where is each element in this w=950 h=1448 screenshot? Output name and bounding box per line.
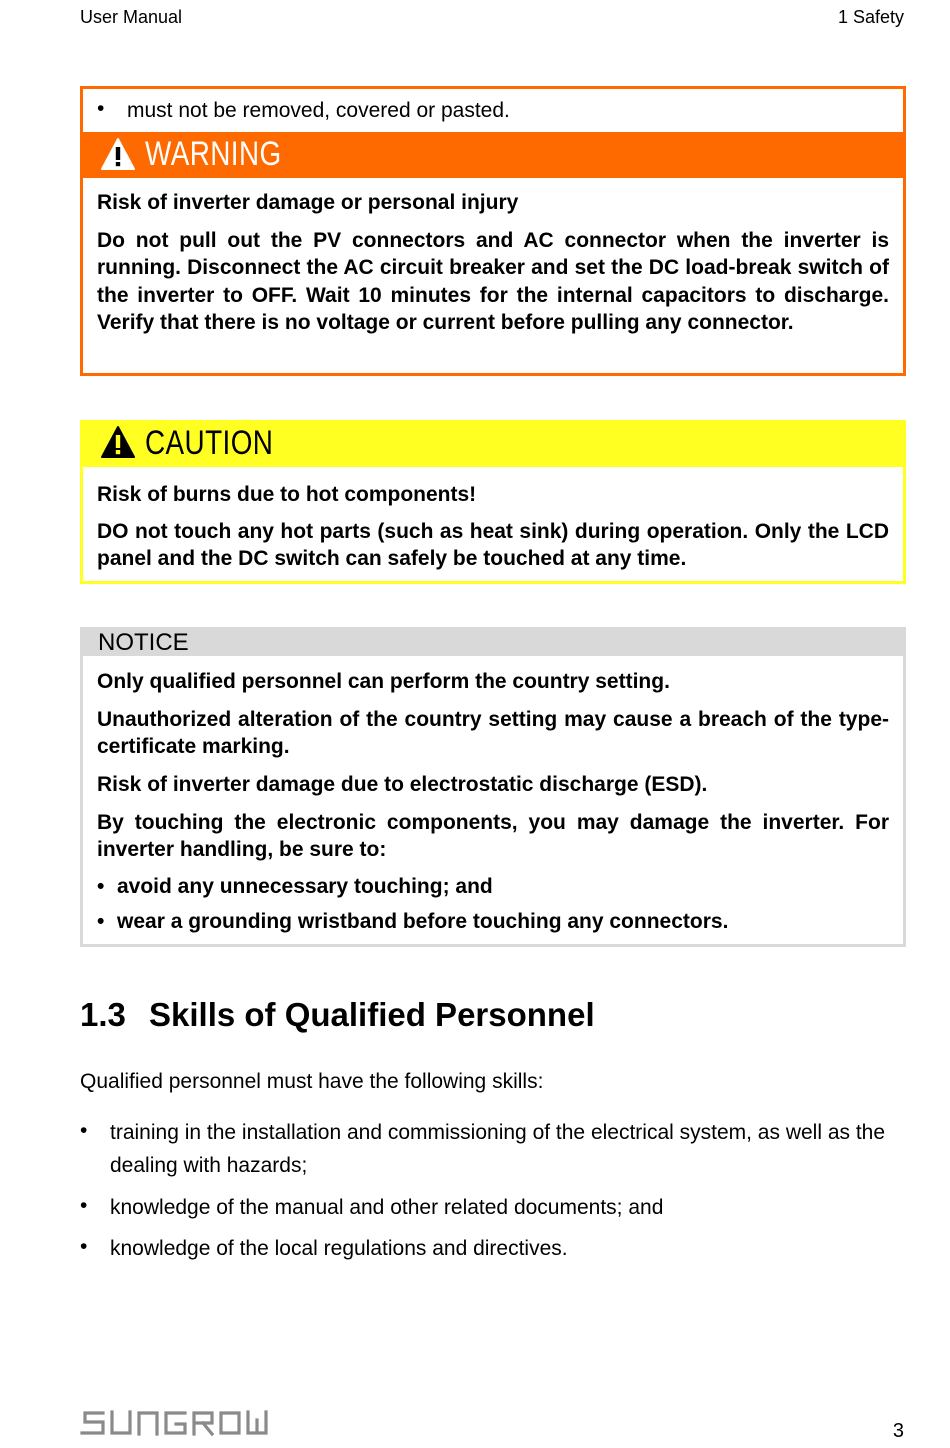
notice-paragraph: Unauthorized alteration of the country setting may cause a breach of the type-certificate marking. [97,708,889,759]
bullet-icon: • [97,97,105,120]
bullet-icon: • [97,875,105,898]
notice-paragraph: By touching the electronic components, you may damage the inverter. For inverter handling, be sure to: [97,811,889,862]
caution-header [83,423,903,467]
sungrow-logo [80,1408,280,1438]
caution-heading: Risk of burns due to hot components! [97,483,477,506]
header-chapter: 1 Safety [837,7,904,27]
header-doc-title: User Manual [80,7,183,27]
notice-box: NOTICE Only qualified personnel can perform the country setting. Unauthorized alteration of the country setting may cause a breach of the type-certificate marking. Risk of inverter damage due to electrostatic discharge (ESD). By touching the electronic components, you may damage the inverter. For inverter handling, be sure to: • avoid any unnecessary touching; and • wear a grounding wristband before touching any connectors. [80,627,906,947]
notice-label: NOTICE [98,629,189,656]
section-title: Skills of Qualified Personnel [149,996,595,1033]
warning-heading: Risk of inverter damage or personal injury [97,191,519,214]
warning-text: Do not pull out the PV connectors and AC connector when the inverter is running. Disconnect the AC circuit breaker and set the DC load-break switch of the inverter to OFF. Wait 10 minutes for the internal capacitors to discharge. Verify that there is no voltage or current before pulling any connector. [97,229,889,335]
section-intro: Qualified personnel must have the following skills: [80,1070,544,1093]
bullet-icon: • [80,1235,88,1258]
notice-header [83,630,903,656]
caution-label: CAUTION [145,424,274,462]
bullet-icon: • [80,1194,88,1217]
warning-triangle-icon [100,137,136,171]
bullet-icon: • [80,1119,88,1142]
page-number: 3 [892,1420,904,1442]
caution-text: DO not touch any hot parts (such as heat sink) during operation. Only the LCD panel and the DC switch can safely be touched at any time. [97,520,889,571]
warning-triangle-icon [100,425,136,459]
notice-paragraph: Only qualified personnel can perform the country setting. [97,670,670,693]
warning-label: WARNING [145,135,282,173]
caution-box [80,420,906,584]
warning-box: • must not be removed, covered or pasted. WARNING Risk of inverter damage or personal injury Do not pull out the PV connectors and AC connector when the inverter is running. Disconnect the AC circuit breaker and set the DC load-break switch of the inverter to OFF. Wait 10 minutes for the internal capacitors to discharge. Verify that there is no voltage or current before pulling any connector. [80,86,906,376]
notice-paragraph: Risk of inverter damage due to electrostatic discharge (ESD). [97,773,708,796]
bullet-icon: • [97,910,105,933]
warning-header [83,132,903,178]
section-number: 1.3 [80,996,126,1033]
